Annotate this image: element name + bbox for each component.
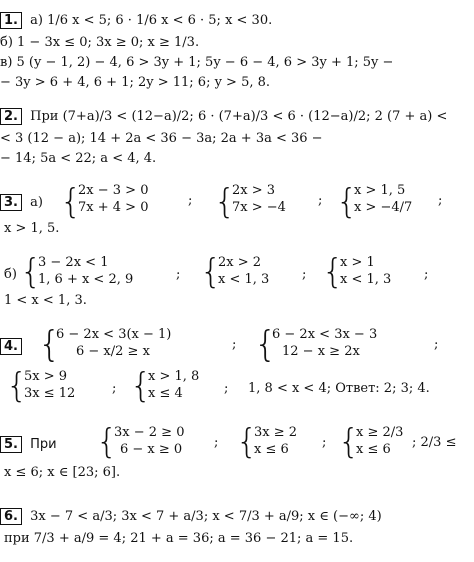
left-brace-icon: {: [336, 182, 358, 222]
problem-6-text-1: 3x − 7 < a/3; 3x < 7 + a/3; x < 7/3 + a/9; x ∈ (−∞; 4): [30, 509, 382, 524]
left-brace-icon: {: [338, 422, 360, 462]
left-brace-icon: {: [236, 422, 258, 462]
problem-4-system-4: x > 1, 8 x ≤ 4: [148, 369, 200, 401]
problem-5-line-2: [4, 466, 474, 480]
problem-3-b-system-2: 2x > 2 x < 1, 3: [218, 255, 270, 287]
problem-2-text-2: < 3 (12 − a); 14 + 2a < 36 − 3a; 2a + 3a < 36 −: [0, 131, 323, 146]
problem-5-answer: x ≤ 6; x ∈ [23; 6].: [4, 465, 121, 480]
problem-4-system-2: 6 − 2x < 3x − 3 12 − x ≥ 2x: [272, 327, 378, 359]
problem-1-line-4: [0, 76, 474, 90]
problem-4-system-3: 5x > 9 3x ≤ 12: [24, 369, 76, 401]
problem-3-b-system-3: x > 1 x < 1, 3: [340, 255, 392, 287]
problem-2-number: 2.: [0, 108, 22, 125]
problem-3-number: 3.: [0, 194, 22, 211]
problem-6-line-1: [0, 508, 474, 525]
problem-4-number: 4.: [0, 338, 22, 355]
left-brace-icon: {: [60, 182, 82, 222]
left-brace-icon: {: [200, 252, 222, 292]
problem-3-b-answer: 1 < x < 1, 3.: [4, 293, 87, 308]
left-brace-icon: {: [254, 324, 277, 365]
problem-3-b-answer-line: [4, 294, 474, 308]
left-brace-icon: {: [96, 422, 118, 462]
left-brace-icon: {: [214, 182, 236, 222]
problem-3-a-system-3: x > 1, 5 x > −4/7: [354, 183, 413, 215]
left-brace-icon: {: [130, 366, 152, 406]
problem-5-system-1: 3x − 2 ≥ 0 6 − x ≥ 0: [114, 425, 185, 457]
problem-6-text-2: при 7/3 + a/9 = 4; 21 + a = 36; a = 36 − 21; a = 15.: [4, 531, 354, 546]
problem-3-a-answer: x > 1, 5.: [4, 221, 60, 236]
problem-1-c: в) 5 (y − 1, 2) − 4, 6 > 3y + 1; 5y − 6 − 4, 6 > 3y + 1; 5y −: [0, 55, 394, 70]
problem-5-system-2: 3x ≥ 2 x ≤ 6: [254, 425, 298, 457]
problem-3-a-answer-line: [4, 222, 474, 236]
problem-1-line-1: [0, 12, 474, 29]
left-brace-icon: {: [20, 252, 42, 292]
problem-2-text-3: − 14; 5a < 22; a < 4, 4.: [0, 151, 157, 166]
problem-3-a-system-2: 2x > 3 7x > −4: [232, 183, 286, 215]
left-brace-icon: {: [322, 252, 344, 292]
problem-5-system-3: x ≥ 2/3 x ≤ 6: [356, 425, 404, 457]
left-brace-icon: {: [6, 366, 28, 406]
left-brace-icon: {: [38, 324, 61, 365]
problem-3-b-system-1: 3 − 2x < 1 1, 6 + x < 2, 9: [38, 255, 134, 287]
problem-6-line-2: [4, 532, 474, 546]
problem-2-line-2: [0, 132, 474, 146]
problem-2-line-3: [0, 152, 474, 166]
problem-1-number: 1.: [0, 12, 22, 29]
problem-5-label: При: [30, 437, 57, 452]
problem-1-c-cont: − 3y > 6 + 4, 6 + 1; 2y > 11; 6; y > 5, 8.: [0, 75, 271, 90]
problem-3-a-label: а): [30, 195, 43, 210]
solutions-page: 1. а) 1/6 x < 5; 6 · 1/6 x < 6 · 5; x < 30. б) 1 − 3x ≤ 0; 3x ≥ 0; x ≥ 1/3. в) 5 (y − 1, 2) − 4, 6 > 3y + 1; 5y − 6 − 4, 6 > 3y + 1; 5y − − 3y > 6 + 4, 6 + 1; 2y > 11; 6; y > 5, 8. 2. При (7+a)/3 < (12−a)/2; 6 · (7+a)/3 < 6 · (12−a)/2; 2 (7 + a) < < 3 (12 − a); 14 + 2a < 36 − 3a; 2a + 3a < 36 − − 14; 5a < 22; a < 4, 4. 3. а) { 2x − 3 > 0 7x + 4 > 0 ; { 2x > 3 7x > −4 ; { x > 1, 5 x > −4/7 ; x > 1, 5. б) { 3 − 2x < 1 1, 6 + x < 2, 9 ; { 2x > 2 x < 1, 3 ; { x > 1 x < 1, 3 ; 1 < x < 1, 3. 4. { 6 − 2x < 3(x − 1) 6 − x/2 ≥ x ; { 6 − 2x < 3x − 3 12 − x ≥ 2x ; { 5x > 9 3x ≤ 12 ; { x > 1, 8 x ≤ 4 ; 1, 8 < x < 4; Ответ: 2; 3; 4. 5. При { 3x − 2 ≥ 0 6 − x ≥ 0 ; { 3x ≥ 2 x ≤ 6 ; { x ≥ 2/3 x ≤ 6 ; 2/3 ≤ x ≤ 6; x ∈ [23; 6]. 6. 3x − 7 < a/3; 3x < 7 + a/3; x < 7/3 + a/9; x ∈ (−∞; 4) при 7/3 + a/9 = 4; 21 + a = 36; a = 36 − 21; a = 15.: [0, 0, 474, 562]
problem-2-line-1: [0, 108, 474, 125]
problem-5-header: [0, 436, 57, 453]
problem-3-header: [0, 194, 43, 211]
problem-1-line-2: [0, 36, 474, 50]
problem-4-system-1: 6 − 2x < 3(x − 1) 6 − x/2 ≥ x: [56, 327, 172, 359]
problem-5-tail: ; 2/3 ≤: [412, 435, 457, 450]
problem-3-a-system-1: 2x − 3 > 0 7x + 4 > 0: [78, 183, 149, 215]
problem-4-header: [0, 338, 26, 355]
problem-5-number: 5.: [0, 436, 22, 453]
problem-1-b: б) 1 − 3x ≤ 0; 3x ≥ 0; x ≥ 1/3.: [0, 35, 200, 50]
problem-4-answer: 1, 8 < x < 4; Ответ: 2; 3; 4.: [248, 381, 430, 396]
problem-1-a: а) 1/6 x < 5; 6 · 1/6 x < 6 · 5; x < 30.: [30, 13, 273, 28]
problem-3-b-label: б): [4, 267, 17, 282]
problem-1-line-3: [0, 56, 474, 70]
problem-2-text-1: При (7+a)/3 < (12−a)/2; 6 · (7+a)/3 < 6 · (12−a)/2; 2 (7 + a) <: [30, 109, 448, 124]
problem-6-number: 6.: [0, 508, 22, 525]
